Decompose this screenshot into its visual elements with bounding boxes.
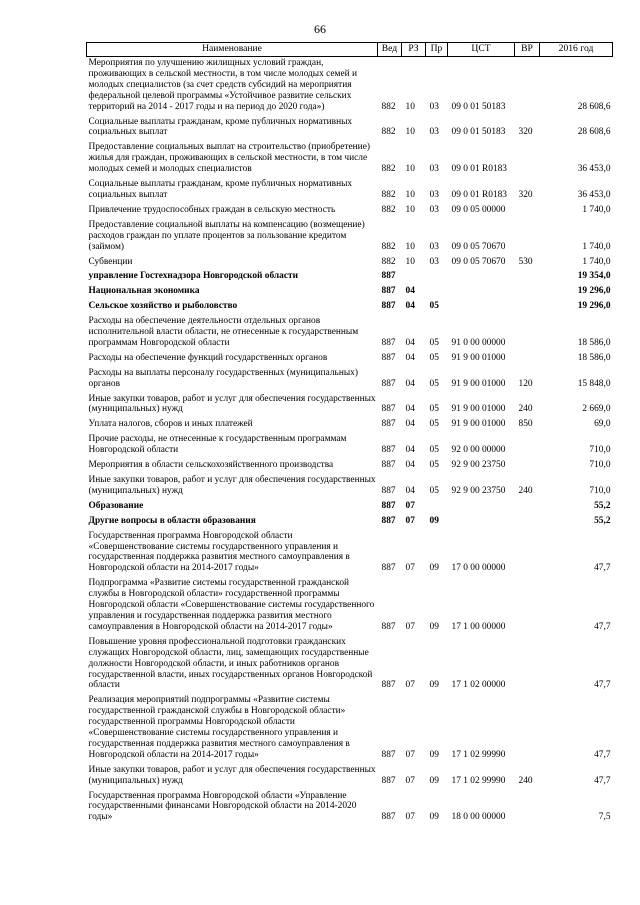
row-vr [515, 352, 540, 367]
row-sum: 710,0 [589, 460, 611, 471]
row-vr [515, 790, 540, 827]
row-ved: 882 [381, 204, 396, 215]
row-sum: 47,7 [594, 749, 611, 760]
row-pr: 05 [429, 485, 439, 496]
row-pr: 03 [429, 204, 439, 215]
row-rz: 10 [405, 127, 415, 138]
row-pr: 03 [429, 256, 439, 267]
row-sum: 710,0 [589, 445, 611, 456]
row-ved: 887 [381, 378, 396, 389]
row-name: Социальные выплаты гражданам, кроме публичных нормативных социальных выплат [88, 116, 353, 138]
row-cst [448, 515, 515, 530]
row-name: Расходы на обеспечение деятельности отдельных органов исполнительной власти области, не отнесенные к государственным программам Новгородской области [88, 316, 359, 348]
row-cst: 17 1 02 00000 [451, 680, 506, 691]
row-ved: 887 [381, 404, 396, 415]
row-ved: 887 [381, 271, 396, 282]
row-ved: 882 [381, 189, 396, 200]
row-rz: 10 [405, 256, 415, 267]
table-body [87, 57, 613, 827]
row-rz: 04 [405, 404, 415, 415]
row-vr [515, 694, 540, 763]
row-pr: 09 [429, 680, 439, 691]
column-header-year: 2016 год [540, 43, 613, 57]
row-pr [426, 500, 448, 515]
row-ved: 882 [381, 127, 396, 138]
table-row [87, 764, 613, 790]
row-pr: 03 [429, 127, 439, 138]
row-pr: 05 [429, 404, 439, 415]
row-vr [515, 204, 540, 219]
row-name: Иные закупки товаров, работ и услуг для обеспечения государственных (муниципальных) нужд [88, 764, 376, 786]
row-rz: 07 [405, 812, 415, 823]
row-vr [515, 515, 540, 530]
row-rz: 07 [405, 749, 415, 760]
row-name: Повышение уровня профессиональной подготовки гражданских служащих Новгородской области, лиц, замещающих государственные должности Новгородской области, и иных работников органов государственной власти, иных государственных органов Новгородской области [88, 636, 373, 691]
table-row [87, 219, 613, 256]
row-vr [515, 270, 540, 285]
row-pr: 09 [429, 563, 439, 574]
page-number: 66 [314, 22, 326, 36]
row-name: Иные закупки товаров, работ и услуг для обеспечения государственных (муниципальных) нужд [88, 475, 376, 496]
table-row [87, 178, 613, 204]
row-cst: 91 9 00 01000 [451, 352, 506, 363]
row-sum: 28 608,6 [577, 101, 611, 112]
row-sum: 15 848,0 [577, 378, 611, 389]
row-sum: 47,7 [594, 563, 611, 574]
row-cst: 09 0 05 00000 [451, 204, 506, 215]
row-ved: 887 [381, 419, 396, 430]
row-name: Привлечение трудоспособных граждан в сельскую местность [88, 204, 336, 215]
row-cst: 17 1 02 99990 [451, 775, 506, 786]
row-name: Реализация мероприятий подпрограммы «Развитие системы государственной гражданской службы в Новгородской области» государственной программы Новгородской области «Совершенствование системы государственного управления и государственная поддержка развития местного самоуправления в Новгородской области на 2014-2017 годы» [88, 695, 350, 760]
table-row [87, 577, 613, 636]
row-pr: 03 [429, 189, 439, 200]
table-row [87, 300, 613, 315]
row-rz: 04 [405, 485, 415, 496]
row-sum: 2 669,0 [582, 404, 611, 415]
row-ved: 887 [381, 352, 396, 363]
row-vr [515, 141, 540, 178]
table-row [87, 315, 613, 352]
row-pr: 09 [429, 749, 439, 760]
row-ved: 887 [381, 445, 396, 456]
row-rz: 10 [405, 204, 415, 215]
row-sum: 7,5 [598, 812, 611, 823]
row-pr: 05 [429, 460, 439, 471]
row-name: Уплата налогов, сборов и иных платежей [88, 419, 253, 430]
column-header-pr: Пр [426, 43, 448, 57]
row-cst: 09 0 01 50183 [451, 101, 506, 112]
row-ved: 882 [381, 164, 396, 175]
row-sum: 18 586,0 [577, 337, 611, 348]
row-name: Государственная программа Новгородской области «Совершенствование системы государственного управления и государственная поддержка развития местного самоуправления в Новгородской области на 2014-2017 годы» [88, 530, 350, 574]
row-name: Мероприятия по улучшению жилищных условий граждан, проживающих в сельской местности, в том числе молодых семей и молодых специалистов (за счет средств субсидий на мероприятия федеральной целевой программы «Устойчивое развитие сельских территорий на 2014 - 2017 годы и на период до 2020 года») [88, 58, 358, 112]
row-cst: 09 0 01 R0183 [451, 164, 507, 175]
row-vr: 850 [518, 419, 533, 430]
row-pr [426, 285, 448, 300]
row-name: Государственная программа Новгородской области «Управление государственными финансами Новгородской области на 2014-2020 годы» [88, 790, 357, 823]
row-cst: 91 9 00 01000 [451, 404, 506, 415]
row-cst: 92 9 00 23750 [451, 460, 506, 471]
column-header-vr: ВР [515, 43, 540, 57]
row-pr: 03 [429, 164, 439, 175]
row-cst: 09 0 05 70670 [451, 256, 506, 267]
row-sum: 69,0 [594, 419, 611, 430]
row-sum: 47,7 [594, 680, 611, 691]
row-pr: 03 [429, 241, 439, 252]
row-name: Мероприятия в области сельскохозяйственного производства [88, 460, 334, 471]
row-rz: 10 [405, 164, 415, 175]
row-name: Другие вопросы в области образования [88, 515, 256, 526]
row-pr: 03 [429, 101, 439, 112]
row-rz: 04 [405, 419, 415, 430]
row-name: Образование [88, 500, 144, 511]
row-sum: 36 453,0 [577, 189, 611, 200]
row-sum: 1 740,0 [582, 256, 611, 267]
table-row [87, 418, 613, 433]
table-row [87, 433, 613, 459]
row-ved: 887 [381, 680, 396, 691]
row-ved: 882 [381, 101, 396, 112]
row-name: Прочие расходы, не отнесенные к государственным программам Новгородской области [88, 434, 347, 456]
row-vr [515, 433, 540, 459]
column-header-ved: Вед [378, 43, 402, 57]
row-rz: 07 [405, 515, 415, 526]
row-sum: 710,0 [589, 485, 611, 496]
row-cst: 17 1 00 00000 [451, 621, 506, 632]
table-row [87, 474, 613, 500]
row-sum: 19 354,0 [577, 271, 611, 282]
row-vr: 240 [518, 404, 533, 415]
row-sum: 1 740,0 [582, 241, 611, 252]
row-name: Национальная экономика [88, 286, 200, 297]
row-ved: 887 [381, 563, 396, 574]
row-vr: 240 [518, 775, 533, 786]
row-ved: 887 [381, 286, 396, 297]
row-name: Расходы на выплаты персоналу государственных (муниципальных) органов [88, 367, 358, 389]
column-header-name: Наименование [87, 43, 378, 57]
table-row [87, 270, 613, 285]
row-pr: 09 [429, 812, 439, 823]
row-sum: 19 296,0 [577, 286, 611, 297]
row-sum: 18 586,0 [577, 352, 611, 363]
row-cst [448, 500, 515, 515]
row-vr: 240 [518, 485, 533, 496]
table-header [87, 43, 613, 57]
row-cst: 92 9 00 23750 [451, 485, 506, 496]
row-ved: 882 [381, 241, 396, 252]
row-ved: 887 [381, 485, 396, 496]
row-rz: 10 [405, 101, 415, 112]
row-pr: 05 [429, 445, 439, 456]
table-row [87, 790, 613, 827]
row-sum: 19 296,0 [577, 301, 611, 312]
row-vr [515, 500, 540, 515]
row-cst [448, 300, 515, 315]
row-name: управление Гостехнадзора Новгородской области [88, 271, 299, 282]
row-rz: 07 [405, 621, 415, 632]
row-name: Сельское хозяйство и рыболовство [88, 301, 238, 312]
table-row [87, 57, 613, 116]
table-row [87, 530, 613, 578]
row-cst: 17 0 00 00000 [451, 563, 506, 574]
row-name: Иные закупки товаров, работ и услуг для обеспечения государственных (муниципальных) нужд [88, 393, 376, 415]
column-header-rz: РЗ [402, 43, 426, 57]
row-cst: 91 9 00 01000 [451, 419, 506, 430]
row-ved: 887 [381, 812, 396, 823]
row-rz: 04 [405, 301, 415, 312]
row-vr [515, 315, 540, 352]
row-pr [426, 270, 448, 285]
row-rz: 07 [405, 500, 415, 511]
row-ved: 887 [381, 460, 396, 471]
row-rz: 04 [405, 337, 415, 348]
row-cst: 18 0 00 00000 [451, 812, 506, 823]
table-row [87, 367, 613, 393]
row-cst: 17 1 02 99990 [451, 749, 506, 760]
row-name: Подпрограмма «Развитие системы государственной гражданской службы в Новгородской области» государственной программы Новгородской области «Совершенствование системы государственного управления и государственная поддержка развития местного самоуправления в Новгородской области на 2014-2017 годы» [88, 578, 375, 632]
row-cst [448, 270, 515, 285]
row-sum: 55,2 [594, 515, 611, 526]
row-sum: 28 608,6 [577, 127, 611, 138]
row-vr [515, 577, 540, 636]
row-pr: 09 [429, 515, 439, 526]
row-rz: 07 [405, 775, 415, 786]
table-row [87, 636, 613, 695]
row-pr: 05 [429, 352, 439, 363]
row-vr: 120 [518, 378, 533, 389]
row-sum: 47,7 [594, 775, 611, 786]
row-ved: 887 [381, 621, 396, 632]
row-vr [515, 459, 540, 474]
row-ved: 887 [381, 775, 396, 786]
table-row [87, 459, 613, 474]
row-rz: 10 [405, 189, 415, 200]
row-name: Предоставление социальной выплаты на компенсацию (возмещение) расходов граждан по уплате процентов за пользование кредитом (займом) [88, 219, 365, 252]
row-name: Социальные выплаты гражданам, кроме публичных нормативных социальных выплат [88, 179, 353, 200]
row-pr: 09 [429, 775, 439, 786]
row-name: Субвенции [88, 256, 133, 267]
row-vr [515, 530, 540, 578]
row-name: Предоставление социальных выплат на строительство (приобретение) жилья для граждан, проживающих в сельской местности, в том числе молодых семей и молодых специалистов [88, 142, 370, 175]
row-pr: 05 [429, 419, 439, 430]
row-cst [448, 285, 515, 300]
row-pr: 05 [429, 378, 439, 389]
row-rz: 07 [405, 680, 415, 691]
row-cst: 09 0 05 70670 [451, 241, 506, 252]
table-row [87, 141, 613, 178]
row-sum: 55,2 [594, 500, 611, 511]
table-row [87, 393, 613, 419]
table-row [87, 500, 613, 515]
row-pr: 05 [429, 301, 439, 312]
row-vr: 530 [518, 256, 533, 267]
table-row [87, 694, 613, 763]
row-rz: 04 [405, 286, 415, 297]
row-vr [515, 636, 540, 695]
row-vr [515, 285, 540, 300]
row-sum: 1 740,0 [582, 204, 611, 215]
row-sum: 36 453,0 [577, 164, 611, 175]
row-ved: 887 [381, 301, 396, 312]
row-vr: 320 [518, 127, 533, 138]
row-cst: 09 0 01 50183 [451, 127, 506, 138]
row-ved: 887 [381, 337, 396, 348]
budget-table [86, 42, 613, 826]
row-rz: 04 [405, 352, 415, 363]
row-rz: 10 [405, 241, 415, 252]
table-row [87, 116, 613, 142]
row-ved: 887 [381, 749, 396, 760]
row-rz: 04 [405, 378, 415, 389]
row-cst: 91 9 00 01000 [451, 378, 506, 389]
row-vr [515, 219, 540, 256]
row-cst: 92 0 00 00000 [451, 445, 506, 456]
row-vr [515, 300, 540, 315]
table-row [87, 204, 613, 219]
row-rz [402, 270, 426, 285]
table-row [87, 285, 613, 300]
column-header-cst: ЦСТ [448, 43, 515, 57]
row-rz: 04 [405, 445, 415, 456]
table-row [87, 352, 613, 367]
row-sum: 47,7 [594, 621, 611, 632]
row-cst: 91 0 00 00000 [451, 337, 506, 348]
row-cst: 09 0 01 R0183 [451, 189, 507, 200]
row-vr: 320 [518, 189, 533, 200]
table-row [87, 256, 613, 271]
row-ved: 887 [381, 515, 396, 526]
row-vr [515, 57, 540, 116]
row-pr: 05 [429, 337, 439, 348]
table-row [87, 515, 613, 530]
row-name: Расходы на обеспечение функций государственных органов [88, 352, 328, 363]
row-rz: 04 [405, 460, 415, 471]
row-ved: 882 [381, 256, 396, 267]
row-pr: 09 [429, 621, 439, 632]
row-ved: 887 [381, 500, 396, 511]
row-rz: 07 [405, 563, 415, 574]
